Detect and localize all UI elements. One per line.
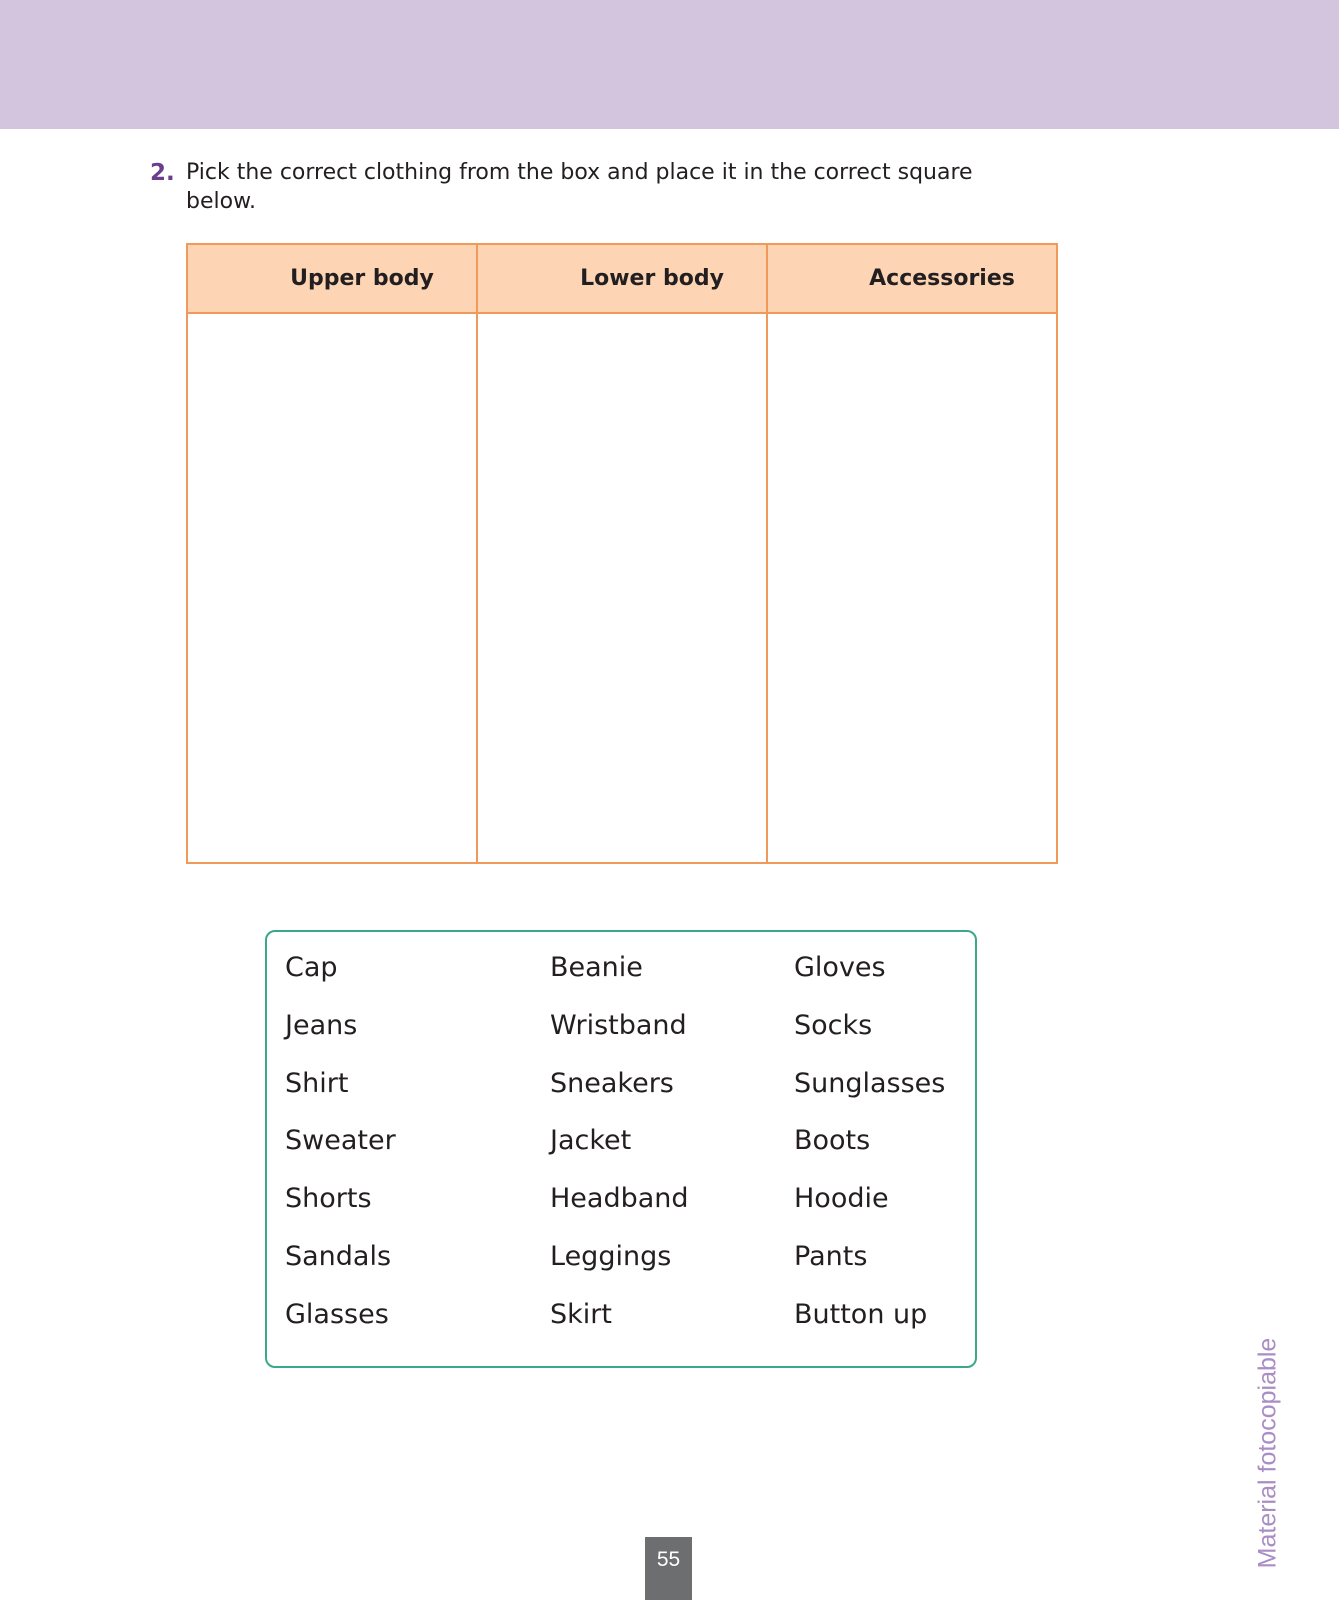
header-accessories-label: Accessories xyxy=(869,266,1015,291)
word-item[interactable]: Jacket xyxy=(550,1125,632,1157)
word-column-2 xyxy=(550,948,689,1353)
word-column-3 xyxy=(794,948,945,1353)
header-lower-body-label: Lower body xyxy=(580,266,724,291)
word-item[interactable]: Cap xyxy=(285,952,338,983)
sorting-table xyxy=(186,243,1058,864)
word-item[interactable]: Hoodie xyxy=(794,1183,889,1215)
exercise-number: 2. xyxy=(150,160,175,186)
word-column-1 xyxy=(285,948,396,1353)
page-number: 55 xyxy=(645,1537,692,1600)
side-note: Material fotocopiable xyxy=(1253,1337,1282,1569)
header-lower-body xyxy=(477,244,767,313)
header-accessories xyxy=(767,244,1057,313)
word-item[interactable]: Leggings xyxy=(550,1240,672,1272)
lower-body-cell[interactable] xyxy=(477,313,767,863)
word-item[interactable]: Sandals xyxy=(285,1240,392,1272)
header-band xyxy=(0,0,1339,129)
word-item[interactable]: Boots xyxy=(794,1125,871,1157)
word-item[interactable]: Sunglasses xyxy=(794,1067,946,1099)
word-item[interactable]: Pants xyxy=(794,1240,868,1272)
word-box xyxy=(265,930,977,1368)
exercise-instruction: Pick the correct clothing from the box and place it in the correct square below. xyxy=(186,160,973,214)
word-item[interactable]: Headband xyxy=(550,1183,689,1215)
word-item[interactable]: Skirt xyxy=(550,1298,612,1330)
header-upper-body xyxy=(187,244,477,313)
header-upper-body-label: Upper body xyxy=(290,266,434,291)
word-item[interactable]: Gloves xyxy=(794,952,886,983)
upper-body-cell[interactable] xyxy=(187,313,477,863)
word-item[interactable]: Glasses xyxy=(285,1298,389,1330)
word-item[interactable]: Button up xyxy=(794,1298,928,1330)
word-item[interactable]: Jeans xyxy=(285,1009,358,1041)
word-item[interactable]: Sweater xyxy=(285,1125,396,1157)
word-item[interactable]: Socks xyxy=(794,1009,873,1041)
word-item[interactable]: Shorts xyxy=(285,1183,372,1215)
word-item[interactable]: Sneakers xyxy=(550,1067,674,1099)
accessories-cell[interactable] xyxy=(767,313,1057,863)
word-item[interactable]: Wristband xyxy=(550,1009,687,1041)
word-item[interactable]: Beanie xyxy=(550,952,643,983)
word-item[interactable]: Shirt xyxy=(285,1067,349,1099)
